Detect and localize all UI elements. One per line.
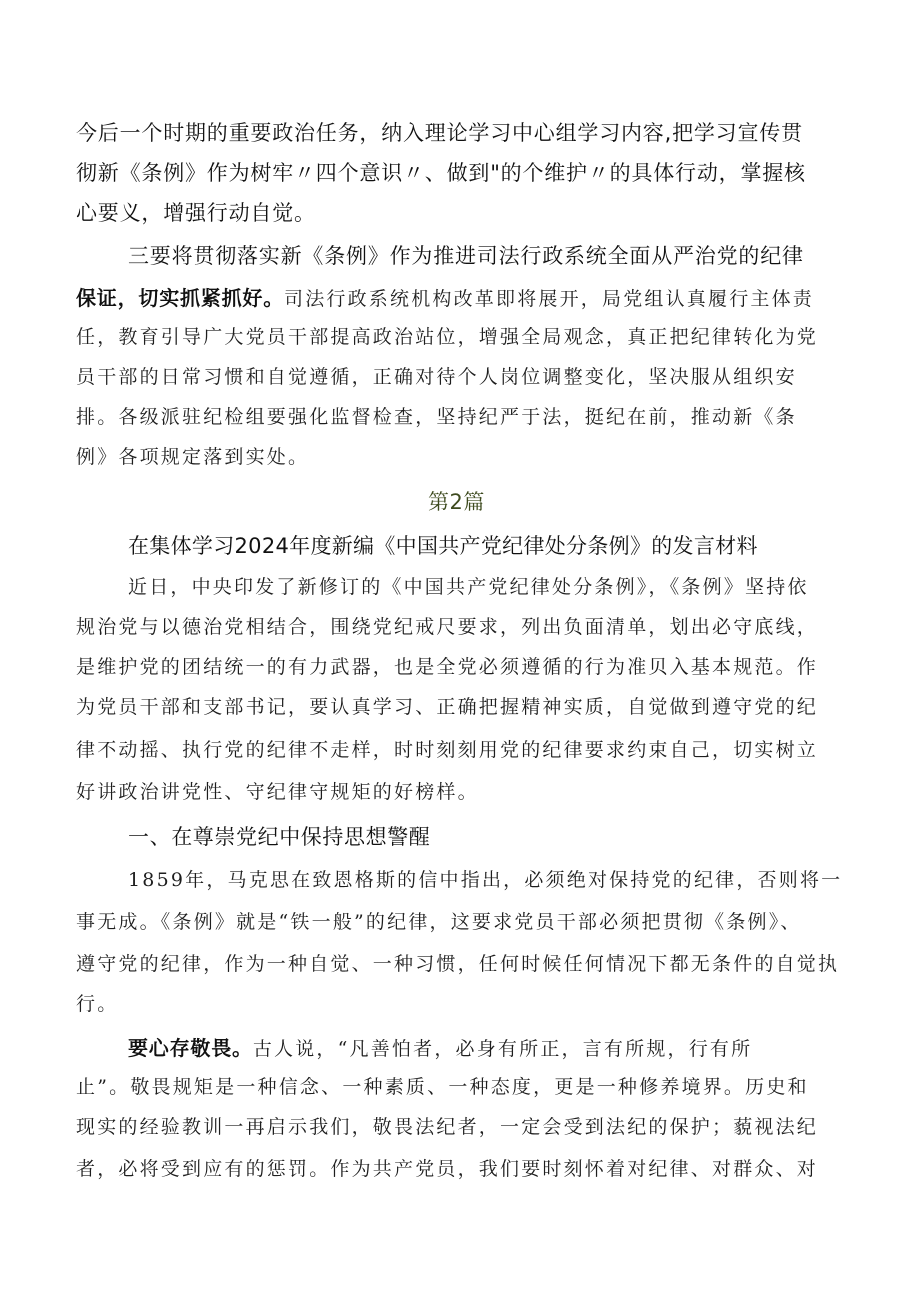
opening-line-5: 律不动摇、执行党的纪律不走样，时时刻刻用党的纪律要求约束自己，切实树立 xyxy=(76,739,819,761)
para-1859-line-2: 事无成。《条例》就是“铁一般”的纪律，这要求党员干部必须把贯彻《条例》、 xyxy=(76,911,802,933)
reverence-line-2: 止”。敬畏规矩是一种信念、一种素质、一种态度，更是一种修养境界。历史和 xyxy=(76,1076,809,1098)
document-title: 在集体学习2024年度新编《中国共产党纪律处分条例》的发言材料 xyxy=(128,534,758,558)
para-1859-line-3: 遵守党的纪律，作为一种自觉、一种习惯，任何时候任何情况下都无条件的自觉执 xyxy=(76,953,840,975)
point3-line2-body: 司法行政系统机构改革即将展开，局党组认真履行主体责 xyxy=(284,288,815,310)
opening-line-2: 规治党与以德治党相结合，围绕党纪戒尺要求，列出负面清单，划出必守底线， xyxy=(76,616,819,638)
point3-line5: 排。各级派驻纪检组要强化监督检查，坚持纪严于法，挺纪在前，推动新《条 xyxy=(76,406,797,428)
reverence-line-4: 者，必将受到应有的惩罚。作为共产党员，我们要时刻怀着对纪律、对群众、对 xyxy=(76,1158,819,1180)
opening-line-3: 是维护党的团结统一的有力武器，也是全党必须遵循的行为准贝入基本规范。作 xyxy=(76,656,819,678)
intro-line-3: 心要义，增强行动自觉。 xyxy=(76,201,316,225)
point3-heading-line1: 三要将贯彻落实新《条例》作为推进司法行政系统全面从严治党的纪律 xyxy=(128,244,804,268)
reverence-line1-body: 古人说，“凡善怕者，必身有所正，言有所规，行有所 xyxy=(252,1038,753,1060)
point3-heading-line2: 保证，切实抓紧抓好。 xyxy=(76,286,284,310)
opening-line-1: 近日，中央印发了新修订的《中国共产党纪律处分条例》，《条例》坚持依 xyxy=(128,576,809,598)
point3-line2 xyxy=(76,282,814,311)
intro-line-1: 今后一个时期的重要政治任务，纳入理论学习中心组学习内容,把学习宣传贯 xyxy=(76,121,803,145)
para-1859-line-1: 1859年，马克思在致恩格斯的信中指出，必须绝对保持党的纪律，否则将一 xyxy=(128,869,843,891)
opening-line-6: 好讲政治讲党性、守纪律守规矩的好榜样。 xyxy=(76,781,479,803)
reverence-line-3: 现实的经验教训一再启示我们，敬畏法纪者，一定会受到法纪的保护；藐视法纪 xyxy=(76,1116,819,1138)
opening-line-4: 为党员干部和支部书记，要认真学习、正确把握精神实质，自觉做到遵守党的纪 xyxy=(76,696,819,718)
point3-line3: 任，教育引导广大党员干部提高政治站位，增强全局观念，真正把纪律转化为党 xyxy=(76,326,819,348)
reverence-line-1 xyxy=(128,1032,752,1061)
para-1859-line-4: 行。 xyxy=(76,993,119,1015)
point3-line4: 员干部的日常习惯和自觉遵循，正确对待个人岗位调整变化，坚决服从组织安 xyxy=(76,366,797,388)
section-heading: 第2篇 xyxy=(428,490,485,514)
intro-line-2: 彻新《条例》作为树牢〃四个意识〃、做到"的个维护〃的具体行动，掌握核 xyxy=(76,161,806,185)
subheading-1: 一、在尊崇党纪中保持思想警醒 xyxy=(128,825,431,849)
point3-line6: 例》各项规定落到实处。 xyxy=(76,446,310,468)
reverence-lead: 要心存敬畏。 xyxy=(128,1036,253,1060)
